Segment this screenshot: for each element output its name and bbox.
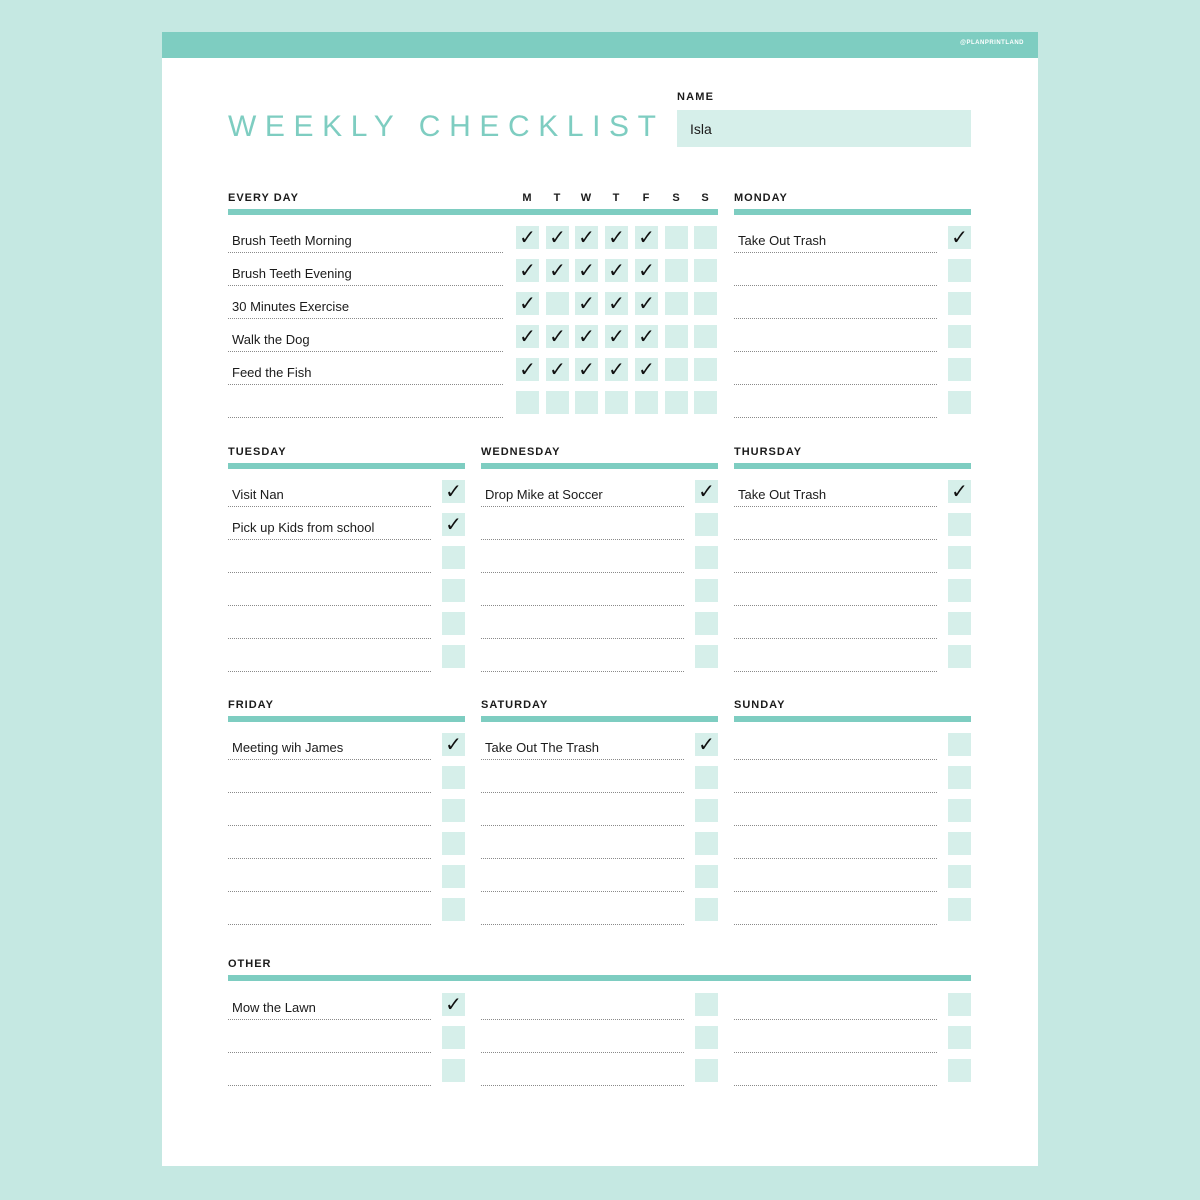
tuesday-checkbox[interactable]: ✓ <box>442 513 465 536</box>
sunday-checkbox[interactable] <box>948 898 971 921</box>
monday-checkbox[interactable]: ✓ <box>948 226 971 249</box>
tuesday-checkbox[interactable] <box>442 612 465 635</box>
page-title: WEEKLY CHECKLIST <box>228 110 665 143</box>
monday-line <box>734 384 937 385</box>
every-day-task: Feed the Fish <box>232 365 312 380</box>
thursday-checkbox[interactable] <box>948 645 971 668</box>
day-header-4: F <box>642 192 650 204</box>
friday-line <box>228 792 431 793</box>
saturday-line <box>481 792 684 793</box>
other-checkbox[interactable]: ✓ <box>442 993 465 1016</box>
thursday-line <box>734 605 937 606</box>
friday-checkbox[interactable] <box>442 898 465 921</box>
tuesday-line <box>228 671 431 672</box>
other-line <box>481 1019 684 1020</box>
monday-checkbox[interactable] <box>948 391 971 414</box>
every-day-checkbox[interactable] <box>605 391 628 414</box>
every-day-line <box>228 384 503 385</box>
every-day-checkbox[interactable] <box>635 391 658 414</box>
monday-checkbox[interactable] <box>948 292 971 315</box>
saturday-line <box>481 825 684 826</box>
wednesday-line <box>481 638 684 639</box>
wednesday-line <box>481 539 684 540</box>
wednesday-line <box>481 572 684 573</box>
other-line <box>734 1019 937 1020</box>
other-checkbox[interactable] <box>695 1059 718 1082</box>
other-line <box>228 1085 431 1086</box>
name-value: Isla <box>690 121 712 137</box>
section-bar-wednesday <box>481 463 718 469</box>
monday-line <box>734 252 937 253</box>
every-day-checkbox[interactable] <box>694 391 717 414</box>
every-day-line <box>228 252 503 253</box>
sunday-line <box>734 792 937 793</box>
every-day-checkbox[interactable] <box>694 358 717 381</box>
sunday-checkbox[interactable] <box>948 799 971 822</box>
tuesday-checkbox[interactable]: ✓ <box>442 480 465 503</box>
wednesday-checkbox[interactable] <box>695 546 718 569</box>
tuesday-line <box>228 506 431 507</box>
thursday-task: Take Out Trash <box>738 487 827 502</box>
sunday-line <box>734 924 937 925</box>
monday-line <box>734 285 937 286</box>
section-title-other: OTHER <box>228 958 272 970</box>
sunday-line <box>734 858 937 859</box>
wednesday-line <box>481 605 684 606</box>
every-day-checkbox[interactable]: ✓ <box>575 358 598 381</box>
every-day-checkbox[interactable]: ✓ <box>516 226 539 249</box>
tuesday-task: Pick up Kids from school <box>232 520 375 535</box>
wednesday-checkbox[interactable] <box>695 579 718 602</box>
every-day-task: Brush Teeth Evening <box>232 266 352 281</box>
section-bar-other <box>228 975 971 981</box>
tuesday-line <box>228 638 431 639</box>
every-day-checkbox[interactable]: ✓ <box>516 292 539 315</box>
tuesday-checkbox[interactable] <box>442 579 465 602</box>
sunday-line <box>734 891 937 892</box>
every-day-checkbox[interactable] <box>694 226 717 249</box>
section-bar-tuesday <box>228 463 465 469</box>
every-day-checkbox[interactable]: ✓ <box>575 325 598 348</box>
thursday-line <box>734 572 937 573</box>
saturday-checkbox[interactable] <box>695 766 718 789</box>
other-line <box>734 1085 937 1086</box>
other-checkbox[interactable] <box>948 1059 971 1082</box>
day-header-5: S <box>672 192 680 204</box>
section-title-saturday: SATURDAY <box>481 699 549 711</box>
monday-checkbox[interactable] <box>948 358 971 381</box>
every-day-checkbox[interactable]: ✓ <box>635 292 658 315</box>
other-checkbox[interactable] <box>695 993 718 1016</box>
saturday-task: Take Out The Trash <box>485 740 599 755</box>
every-day-checkbox[interactable]: ✓ <box>635 358 658 381</box>
tuesday-line <box>228 539 431 540</box>
other-checkbox[interactable] <box>948 1026 971 1049</box>
thursday-checkbox[interactable] <box>948 513 971 536</box>
saturday-checkbox[interactable] <box>695 898 718 921</box>
day-header-3: T <box>612 192 620 204</box>
every-day-line <box>228 318 503 319</box>
section-bar-monday <box>734 209 971 215</box>
every-day-checkbox[interactable] <box>516 391 539 414</box>
saturday-line <box>481 858 684 859</box>
name-label: NAME <box>677 91 715 103</box>
tuesday-line <box>228 605 431 606</box>
every-day-checkbox[interactable]: ✓ <box>605 292 628 315</box>
every-day-checkbox[interactable]: ✓ <box>575 226 598 249</box>
other-line <box>481 1085 684 1086</box>
top-bar <box>162 32 1038 58</box>
thursday-checkbox[interactable] <box>948 546 971 569</box>
every-day-checkbox[interactable]: ✓ <box>575 292 598 315</box>
every-day-task: Brush Teeth Morning <box>232 233 352 248</box>
sunday-checkbox[interactable] <box>948 832 971 855</box>
every-day-checkbox[interactable]: ✓ <box>546 358 569 381</box>
friday-line <box>228 825 431 826</box>
thursday-checkbox[interactable] <box>948 612 971 635</box>
tuesday-task: Visit Nan <box>232 487 284 502</box>
wednesday-checkbox[interactable] <box>695 612 718 635</box>
every-day-checkbox[interactable] <box>665 358 688 381</box>
section-title-tuesday: TUESDAY <box>228 446 287 458</box>
monday-line <box>734 351 937 352</box>
wednesday-line <box>481 506 684 507</box>
every-day-checkbox[interactable] <box>665 259 688 282</box>
sunday-checkbox[interactable] <box>948 733 971 756</box>
other-checkbox[interactable] <box>948 993 971 1016</box>
friday-checkbox[interactable] <box>442 832 465 855</box>
every-day-task: 30 Minutes Exercise <box>232 299 350 314</box>
every-day-checkbox[interactable]: ✓ <box>546 259 569 282</box>
wednesday-checkbox[interactable] <box>695 645 718 668</box>
other-line <box>228 1019 431 1020</box>
section-title-wednesday: WEDNESDAY <box>481 446 561 458</box>
every-day-checkbox[interactable] <box>665 325 688 348</box>
every-day-checkbox[interactable] <box>694 292 717 315</box>
section-title-sunday: SUNDAY <box>734 699 786 711</box>
every-day-checkbox[interactable] <box>546 292 569 315</box>
every-day-line <box>228 417 503 418</box>
thursday-line <box>734 539 937 540</box>
thursday-line <box>734 671 937 672</box>
sunday-checkbox[interactable] <box>948 865 971 888</box>
every-day-checkbox[interactable]: ✓ <box>516 358 539 381</box>
other-checkbox[interactable] <box>442 1059 465 1082</box>
every-day-checkbox[interactable]: ✓ <box>546 325 569 348</box>
monday-line <box>734 417 937 418</box>
section-bar-sunday <box>734 716 971 722</box>
friday-line <box>228 759 431 760</box>
every-day-checkbox[interactable]: ✓ <box>605 358 628 381</box>
brand-label: @PLANPRINTLAND <box>960 40 1024 46</box>
other-task: Mow the Lawn <box>232 1000 316 1015</box>
saturday-line <box>481 891 684 892</box>
every-day-checkbox[interactable]: ✓ <box>516 259 539 282</box>
thursday-line <box>734 506 937 507</box>
friday-line <box>228 858 431 859</box>
name-field[interactable] <box>677 110 971 147</box>
sunday-checkbox[interactable] <box>948 766 971 789</box>
sunday-line <box>734 759 937 760</box>
monday-checkbox[interactable] <box>948 259 971 282</box>
every-day-checkbox[interactable]: ✓ <box>605 325 628 348</box>
section-bar-saturday <box>481 716 718 722</box>
every-day-checkbox[interactable]: ✓ <box>635 226 658 249</box>
every-day-task: Walk the Dog <box>232 332 310 347</box>
every-day-checkbox[interactable] <box>694 259 717 282</box>
thursday-line <box>734 638 937 639</box>
saturday-checkbox[interactable]: ✓ <box>695 733 718 756</box>
wednesday-task: Drop Mike at Soccer <box>485 487 603 502</box>
every-day-checkbox[interactable] <box>546 391 569 414</box>
tuesday-checkbox[interactable] <box>442 645 465 668</box>
wednesday-checkbox[interactable] <box>695 513 718 536</box>
other-checkbox[interactable] <box>442 1026 465 1049</box>
every-day-checkbox[interactable] <box>575 391 598 414</box>
sunday-line <box>734 825 937 826</box>
every-day-checkbox[interactable]: ✓ <box>575 259 598 282</box>
other-checkbox[interactable] <box>695 1026 718 1049</box>
monday-task: Take Out Trash <box>738 233 827 248</box>
every-day-checkbox[interactable] <box>665 292 688 315</box>
other-line <box>734 1052 937 1053</box>
every-day-line <box>228 285 503 286</box>
every-day-line <box>228 351 503 352</box>
friday-line <box>228 924 431 925</box>
section-title-every_day: EVERY DAY <box>228 192 299 204</box>
thursday-checkbox[interactable] <box>948 579 971 602</box>
saturday-checkbox[interactable] <box>695 832 718 855</box>
every-day-checkbox[interactable]: ✓ <box>546 226 569 249</box>
saturday-checkbox[interactable] <box>695 799 718 822</box>
every-day-checkbox[interactable] <box>694 325 717 348</box>
saturday-line <box>481 759 684 760</box>
every-day-checkbox[interactable] <box>665 391 688 414</box>
friday-checkbox[interactable] <box>442 865 465 888</box>
day-header-6: S <box>701 192 709 204</box>
monday-checkbox[interactable] <box>948 325 971 348</box>
every-day-checkbox[interactable] <box>665 226 688 249</box>
section-bar-thursday <box>734 463 971 469</box>
friday-checkbox[interactable] <box>442 799 465 822</box>
monday-line <box>734 318 937 319</box>
section-title-friday: FRIDAY <box>228 699 274 711</box>
friday-checkbox[interactable] <box>442 766 465 789</box>
every-day-checkbox[interactable]: ✓ <box>516 325 539 348</box>
other-line <box>481 1052 684 1053</box>
section-title-monday: MONDAY <box>734 192 788 204</box>
saturday-checkbox[interactable] <box>695 865 718 888</box>
every-day-checkbox[interactable]: ✓ <box>605 226 628 249</box>
saturday-line <box>481 924 684 925</box>
friday-task: Meeting wih James <box>232 740 344 755</box>
wednesday-line <box>481 671 684 672</box>
thursday-checkbox[interactable]: ✓ <box>948 480 971 503</box>
checklist-sheet <box>162 32 1038 1166</box>
section-title-thursday: THURSDAY <box>734 446 803 458</box>
every-day-checkbox[interactable]: ✓ <box>635 325 658 348</box>
section-bar-friday <box>228 716 465 722</box>
other-line <box>228 1052 431 1053</box>
section-bar-every_day <box>228 209 718 215</box>
tuesday-checkbox[interactable] <box>442 546 465 569</box>
friday-line <box>228 891 431 892</box>
day-header-1: T <box>553 192 561 204</box>
day-header-0: M <box>522 192 532 204</box>
wednesday-checkbox[interactable]: ✓ <box>695 480 718 503</box>
every-day-checkbox[interactable]: ✓ <box>635 259 658 282</box>
day-header-2: W <box>580 192 592 204</box>
friday-checkbox[interactable]: ✓ <box>442 733 465 756</box>
every-day-checkbox[interactable]: ✓ <box>605 259 628 282</box>
tuesday-line <box>228 572 431 573</box>
